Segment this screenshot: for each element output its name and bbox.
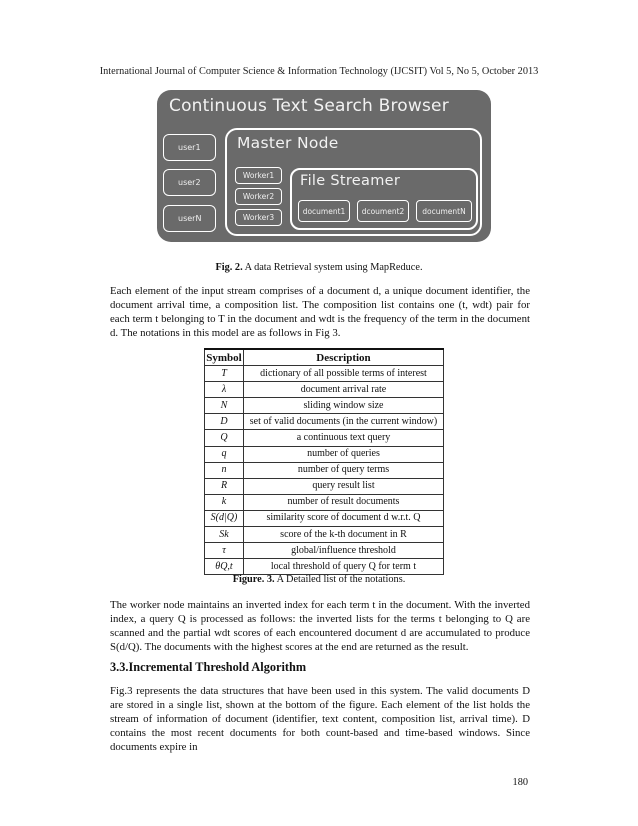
figure-3-label: Figure. 3. — [232, 574, 275, 585]
notation-table — [204, 348, 444, 575]
symbol-cell: Sk — [205, 527, 244, 543]
document-box-n: documentN — [416, 200, 472, 222]
symbol-cell: τ — [205, 543, 244, 559]
symbol-cell: S(d|Q) — [205, 510, 244, 526]
document-box-2: dcoument2 — [357, 200, 409, 222]
symbol-column-header: Symbol — [205, 349, 244, 366]
symbol-cell: N — [205, 398, 244, 414]
file-streamer-box — [290, 168, 478, 230]
symbol-cell: Q — [205, 430, 244, 446]
table-row — [205, 559, 444, 575]
figure-2-text: A data Retrieval system using MapReduce. — [242, 262, 423, 273]
section-heading: 3.3.Incremental Threshold Algorithm — [110, 660, 307, 674]
table-row — [205, 543, 444, 559]
file-streamer-title: File Streamer — [300, 173, 401, 189]
description-column-header: Description — [244, 349, 444, 366]
user-box-n: userN — [163, 205, 216, 232]
paragraph-worker-node: The worker node maintains an inverted index for each term t in the document. With the inverted index, a query Q is processed as follows: the inverted lists for the terms t belonging to Q are scanned and the partial wdt scores of each encountered document d are accumulated to produce S(d/Q). The documents with the highest scores at the end are returned as the result. — [110, 599, 530, 653]
description-cell: similarity score of document d w.r.t. Q — [244, 510, 444, 526]
table-row — [205, 382, 444, 398]
description-cell: dictionary of all possible terms of interest — [244, 366, 444, 382]
description-cell: number of result documents — [244, 494, 444, 510]
table-row — [205, 366, 444, 382]
figure-2-caption — [0, 262, 638, 273]
figure-3-text: A Detailed list of the notations. — [274, 574, 406, 585]
table-row — [205, 462, 444, 478]
description-cell: sliding window size — [244, 398, 444, 414]
worker-box-1: Worker1 — [235, 167, 282, 184]
table-row — [205, 446, 444, 462]
table-row — [205, 510, 444, 526]
symbol-cell: λ — [205, 382, 244, 398]
master-node-title: Master Node — [237, 134, 339, 152]
description-cell: global/influence threshold — [244, 543, 444, 559]
description-cell: number of query terms — [244, 462, 444, 478]
table-row — [205, 414, 444, 430]
description-cell: score of the k-th document in R — [244, 527, 444, 543]
symbol-cell: q — [205, 446, 244, 462]
figure-2-label: Fig. 2. — [215, 262, 243, 273]
page-number: 180 — [512, 777, 528, 788]
description-cell: local threshold of query Q for term t — [244, 559, 444, 575]
symbol-cell: k — [205, 494, 244, 510]
table-row — [205, 398, 444, 414]
description-cell: set of valid documents (in the current window) — [244, 414, 444, 430]
diagram-title: Continuous Text Search Browser — [169, 96, 449, 116]
figure-3-caption — [0, 574, 638, 585]
symbol-cell: D — [205, 414, 244, 430]
notation-table-header — [205, 349, 444, 366]
document-box-1: document1 — [298, 200, 350, 222]
symbol-cell: R — [205, 478, 244, 494]
symbol-cell: T — [205, 366, 244, 382]
table-row — [205, 430, 444, 446]
table-row — [205, 527, 444, 543]
table-row — [205, 478, 444, 494]
worker-box-3: Worker3 — [235, 209, 282, 226]
mapreduce-diagram — [157, 90, 491, 242]
user-box-2: user2 — [163, 169, 216, 196]
symbol-cell: n — [205, 462, 244, 478]
user-box-1: user1 — [163, 134, 216, 161]
journal-header: International Journal of Computer Science & Information Technology (IJCSIT) Vol 5, No 5, October 2013 — [99, 66, 539, 77]
paragraph-input-stream: Each element of the input stream comprises of a document d, a unique document identifier, the document arrival time, a composition list. The composition list contains one (t, wdt) pair for each term t belonging to T in the document and wdt is the frequency of the term in the document d. The notations in this model are as follows in Fig 3. — [110, 285, 530, 339]
description-cell: a continuous text query — [244, 430, 444, 446]
paragraph-data-structures: Fig.3 represents the data structures that have been used in this system. The valid documents D are stored in a single list, shown at the bottom of the figure. Each element of the list holds the stream of information of document (identifier, text content, composition list, arrival time). D contains the most recent documents for both count-based and time-based windows. Since documents expire in — [110, 685, 530, 753]
master-node-box — [225, 128, 482, 236]
description-cell: query result list — [244, 478, 444, 494]
description-cell: document arrival rate — [244, 382, 444, 398]
description-cell: number of queries — [244, 446, 444, 462]
symbol-cell: θQ,t — [205, 559, 244, 575]
table-row — [205, 494, 444, 510]
worker-box-2: Worker2 — [235, 188, 282, 205]
